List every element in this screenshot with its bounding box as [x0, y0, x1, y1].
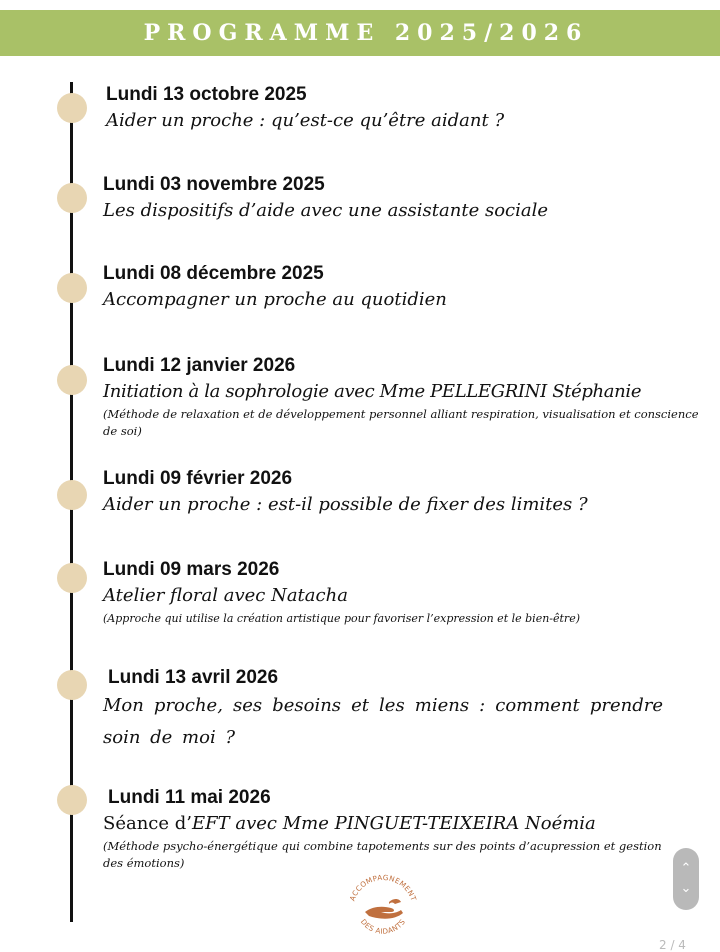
event-title-prefix: Séance d’	[103, 813, 193, 834]
event-item	[103, 173, 713, 225]
timeline-dot	[57, 670, 87, 700]
hands-icon	[365, 899, 403, 919]
event-title: Atelier floral avec Natacha	[103, 585, 348, 606]
timeline-dot	[57, 365, 87, 395]
event-date: Lundi 13 octobre 2025	[106, 84, 307, 105]
timeline-dot	[57, 563, 87, 593]
event-title: Initiation à la sophrologie avec Mme PELLEGRINI Stéphanie	[103, 381, 642, 402]
event-title-main: EFT avec Mme PINGUET-TEIXEIRA Noémia	[192, 813, 596, 834]
event-item	[103, 666, 718, 754]
event-date: Lundi 11 mai 2026	[108, 787, 271, 808]
timeline-dot	[57, 183, 87, 213]
event-item	[106, 83, 716, 135]
event-date: Lundi 08 décembre 2025	[103, 263, 324, 284]
event-title	[103, 810, 718, 838]
timeline-dot	[57, 273, 87, 303]
timeline-dot	[57, 93, 87, 123]
logo	[343, 868, 423, 948]
event-title: Mon proche, ses besoins et les miens : comment prendre soin de moi ?	[103, 695, 663, 748]
event-date: Lundi 13 avril 2026	[108, 667, 279, 688]
event-date: Lundi 03 novembre 2025	[103, 174, 325, 195]
event-date: Lundi 09 mars 2026	[103, 559, 280, 580]
logo-text-bottom: DES AIDANTS	[358, 917, 408, 936]
event-note: (Méthode de relaxation et de développement personnel alliant respiration, visualisation et conscience de soi)	[103, 407, 699, 438]
event-item	[103, 558, 713, 627]
chevron-up-icon[interactable]: ⌃	[680, 861, 692, 876]
event-title: Accompagner un proche au quotidien	[103, 289, 447, 310]
event-item	[103, 786, 718, 872]
page-indicator: 2 / 4	[659, 938, 686, 952]
event-item	[103, 467, 713, 519]
event-note: (Méthode psycho-énergétique qui combine tapotements sur des points d’acupression et gestion des émotions)	[103, 839, 662, 870]
event-note: (Approche qui utilise la création artistique pour favoriser l’expression et le bien-être)	[103, 612, 580, 625]
event-item	[103, 354, 713, 440]
event-date: Lundi 12 janvier 2026	[103, 355, 296, 376]
event-title: Aider un proche : est-il possible de fixer des limites ?	[103, 494, 588, 515]
timeline-dot	[57, 785, 87, 815]
logo-text-top: ACCOMPAGNEMENT	[347, 872, 419, 903]
event-date: Lundi 09 février 2026	[103, 468, 293, 489]
header-banner	[0, 10, 720, 56]
scroll-control[interactable]	[673, 848, 699, 910]
chevron-down-icon[interactable]: ⌄	[680, 881, 692, 896]
event-item	[103, 262, 713, 314]
timeline-dot	[57, 480, 87, 510]
event-title: Les dispositifs d’aide avec une assistante sociale	[103, 200, 549, 221]
event-title: Aider un proche : qu’est-ce qu’être aidant ?	[106, 110, 505, 131]
page-title: PROGRAMME 2025/2026	[143, 20, 589, 46]
